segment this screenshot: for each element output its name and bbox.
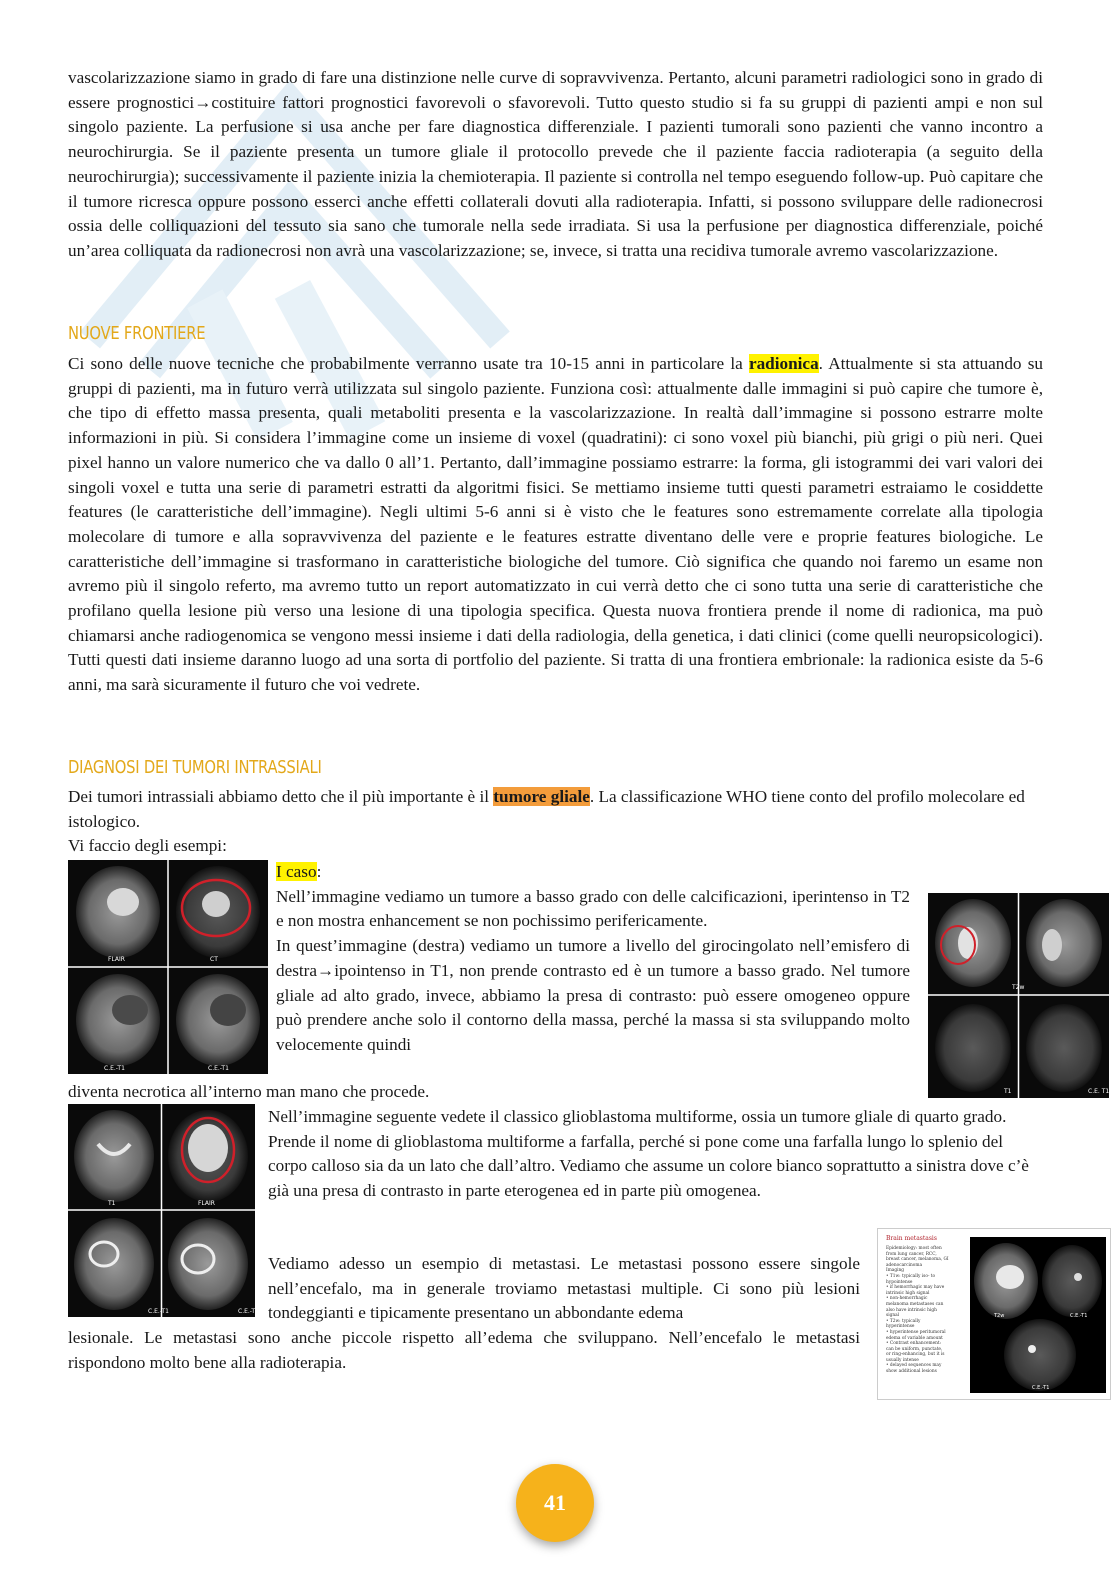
tumori-intrassiali-paragraph	[68, 785, 1033, 859]
paragraph-text: In quest’immagine (destra) vediamo un tumore a livello del girocingolato nell’emisfero di destra→ipointenso in T1, non prende contrasto ed è un tumore a basso grado. Nel tumore gliale ad alto grado, invece, abbiamo la presa di contrasto: può essere omogeneo oppure può prendere anche solo il contorno della massa, perché la massa si sta sviluppando molto velocemente quindi	[276, 936, 910, 1054]
label-ce-t1: C.E.-T1	[238, 1308, 259, 1315]
label-t1: T1	[108, 1200, 116, 1207]
caso-label: I caso	[276, 862, 317, 881]
slide-line: hyperintense	[886, 1324, 915, 1330]
label-t2w: T2w	[1012, 984, 1025, 991]
text-run: . Attualmente si sta attuando su gruppi di pazienti, ma in futuro verrà utilizzata sul singolo paziente. Funziona così: attualmente dalle immagini si può capire che tumore è, che tipo di effetto massa presenta, quali metaboliti presenta e la vascolarizzazione. In realtà dall’immagine si possono estrarre molte informazioni in più. Si considera l’immagine come un insieme di voxel (quadratini): ci sono voxel più bianchi, più grigi o più neri. Quei pixel hanno un valore numerico che va dallo 0 all’1. Pertanto, dall’immagine possiamo estrarre: la forma, gli istogrammi dei vari valori dei singoli voxel e tutta una serie di parametri estratti da algoritmi fisici. Se mettiamo insieme tutti questi parametri estraiamo le cosiddette features (le caratteristiche dell’immagine). Negli ultimi 5-6 anni si è visto che le features sono estremamente correlate alla tipologia molecolare di tumore e alla sopravvivenza del paziente e le features estratte diventano delle vere e proprie features biologiche. Le caratteristiche dell’immagine si trasformano in caratteristiche biologiche del tumore. Ciò significa che quando noi faremo un esame non avremo più il singolo referto, ma avremo tutto un report automatizzato in cui verrà detto che ci sono tutta una serie di caratteristiche che profilano quella lesione più verso una lesione di una tipologia specifica. Questa nuova frontiera prende il nome di radionica, ma può chiamarsi anche radiogenomica se vengono messi insieme i dati della radiologia, della genetica, i dati clinici (come quelli neuropsicologici). Tutti questi dati insieme daranno luogo ad una sorta di portfolio del paziente. Si tratta di una frontiera embrionale: la radionica esiste da 5-6 anni, ma sarà sicuramente il futuro che voi vedrete.	[68, 354, 1043, 695]
label-t1: T1	[1004, 1088, 1012, 1095]
section-heading-diagnosi: DIAGNOSI DEI TUMORI INTRASSIALI	[68, 757, 322, 778]
slide-line: signal	[886, 1313, 900, 1319]
label-ce-t1: C.E.-T1	[148, 1308, 169, 1315]
label-ce-t1: C.E.-T1	[1070, 1313, 1088, 1319]
metastasi-paragraph	[268, 1252, 860, 1326]
slide-line: Epidemiology: most often	[886, 1246, 942, 1251]
intro-paragraph	[68, 66, 1043, 264]
slide-line: also have intrinsic high	[886, 1307, 937, 1313]
mri-grid	[68, 1104, 259, 1317]
slide-line: usually intense	[886, 1357, 919, 1363]
slide-title: Brain metastasis	[886, 1235, 937, 1242]
slide-line: • delayed sequences may	[886, 1363, 942, 1369]
metastasi-tail	[68, 1326, 860, 1375]
slide-text	[886, 1235, 968, 1375]
slide-line: show additional lesions	[886, 1369, 937, 1375]
glioblastoma-paragraph	[268, 1105, 1040, 1204]
paragraph-text: Nell’immagine vediamo un tumore a basso grado con delle calcificazioni, iperintenso in T2 e non mostra enhancement se non pochissimo perifericamente.	[276, 886, 910, 931]
figure-metastasis-slide	[877, 1228, 1111, 1400]
slide-line: Imaging	[886, 1268, 904, 1274]
paragraph-text	[68, 352, 1043, 698]
label-ce-t1: C.E.-T1	[208, 1065, 229, 1072]
paragraph-text: diventa necrotica all’interno man mano che procede.	[68, 1082, 430, 1101]
highlight-radionica: radionica	[748, 354, 819, 373]
slide-line: • if hemorrhagic may have	[886, 1285, 945, 1291]
slide-line: • hyperintense peritumoral	[886, 1329, 946, 1335]
text-run: . La classificazione WHO tiene conto del profilo molecolare ed istologico.	[68, 787, 1025, 831]
slide-line: • T1w: typically iso- to	[886, 1273, 936, 1279]
label-ct: CT	[210, 956, 218, 963]
paragraph-text: vascolarizzazione siamo in grado di fare una distinzione nelle curve di sopravvivenza. Pertanto, alcuni parametri radiologici sono in grado di essere prognostici→costituire fattori prognostici favorevoli o sfavorevoli. Tutto questo studio si fa su gruppi di pazienti ampi e non sul singolo paziente. La perfusione si usa anche per fare diagnostica differenziale. I pazienti tumorali sono pazienti che vanno incontro a neurochirurgia. Se il paziente presenta un tumore gliale il protocollo prevede che il paziente faccia radioterapia (a seguito della neurochirurgia); successivamente il paziente inizia la chemioterapia. Il paziente si controlla nel tempo eseguendo follow-up. Può capitare che il tumore ricresca oppure possono esserci anche effetti collaterali dovuti alla radioterapia. Infatti, si possono sviluppare delle radionecrosi ossia delle colliquazioni del tessuto sia sano che tumorale nella sede irradiata. Si usa la perfusione per diagnostica differenziale, poiché un’area colliquata da radionecrosi non avrà una vascolarizzazione; se, invece, si tratta una recidiva tumorale avremo vascolarizzazione.	[68, 68, 1043, 260]
slide-line: • non-hemorrhagic	[886, 1296, 928, 1302]
radionica-paragraph	[68, 352, 1043, 698]
slide-line: • Contrast enhancement:	[886, 1341, 942, 1347]
highlight-tumore-gliale: tumore gliale	[493, 787, 590, 806]
label-flair: FLAIR	[198, 1200, 215, 1207]
caso-one-section	[276, 860, 910, 1058]
slide-line: • T2w: typically	[886, 1318, 921, 1324]
slide-line: from lung cancer, RCC,	[886, 1251, 937, 1257]
page-number-badge: 41	[516, 1464, 594, 1542]
slide-line: hypointense	[886, 1279, 913, 1285]
label-ce-t1: C.E.-T1	[104, 1065, 125, 1072]
section-heading-nuove-frontiere: NUOVE FRONTIERE	[68, 323, 206, 344]
slide-line: intrinsic high signal	[886, 1290, 930, 1296]
slide-line: can be uniform, punctate,	[886, 1346, 943, 1352]
slide-line: edema of variable amount	[886, 1335, 943, 1341]
figure-glioblastoma	[68, 1104, 259, 1317]
label-ce-t1: C.E. T1	[1088, 1088, 1110, 1095]
label-ce-t1: C.E.-T1	[1032, 1385, 1050, 1391]
caso-heading	[276, 860, 910, 885]
label-flair: FLAIR	[108, 956, 125, 963]
mri-grid	[68, 860, 268, 1074]
text-run: Dei tumori intrassiali abbiamo detto che il più importante è il	[68, 787, 494, 806]
slide-line: adenocarcinoma	[886, 1262, 923, 1268]
paragraph-text: Vi faccio degli esempi:	[68, 836, 227, 856]
figure-cingulate-tumor	[928, 893, 1109, 1098]
caso-tail	[68, 1080, 928, 1105]
text-run: Ci sono delle nuove tecniche che probabilmente verranno usate tra 10-15 anni in particolare la	[68, 354, 749, 373]
paragraph-text: Nell’immagine seguente vedete il classico glioblastoma multiforme, ossia un tumore gliale di quarto grado. Prende il nome di glioblastoma multiforme a farfalla, perché si pone come una farfalla lungo lo splenio del corpo calloso sia da un lato che dall’altro. Vediamo che assume un colore bianco soprattutto a sinistra dove c’è già una presa di contrasto in parte eterogenea ed in parte più omogenea.	[268, 1107, 1029, 1201]
mri-metastasis	[970, 1237, 1106, 1393]
slide-line: or ring-enhancing, but it is	[886, 1352, 945, 1358]
slide-line: breast cancer, melanoma, GI	[886, 1257, 949, 1263]
paragraph-text: lesionale. Le metastasi sono anche piccole rispetto all’edema che sviluppano. Nell’encefalo le metastasi rispondono molto bene alla radioterapia.	[68, 1328, 860, 1372]
figure-low-grade-glioma	[68, 860, 268, 1074]
paragraph-text: Vediamo adesso un esempio di metastasi. Le metastasi possono essere singole nell’encefalo, ma in generale troviamo metastasi multiple. Ci sono più lesioni tondeggianti e tipicamente presentano un abbondante edema	[268, 1254, 860, 1323]
paragraph-text	[68, 785, 1033, 834]
slide-line: melanoma metastases can	[886, 1301, 944, 1307]
mri-grid	[928, 893, 1109, 1098]
slide-lines	[886, 1246, 968, 1375]
text-run: :	[316, 862, 322, 881]
label-t2w: T2w	[994, 1313, 1005, 1319]
